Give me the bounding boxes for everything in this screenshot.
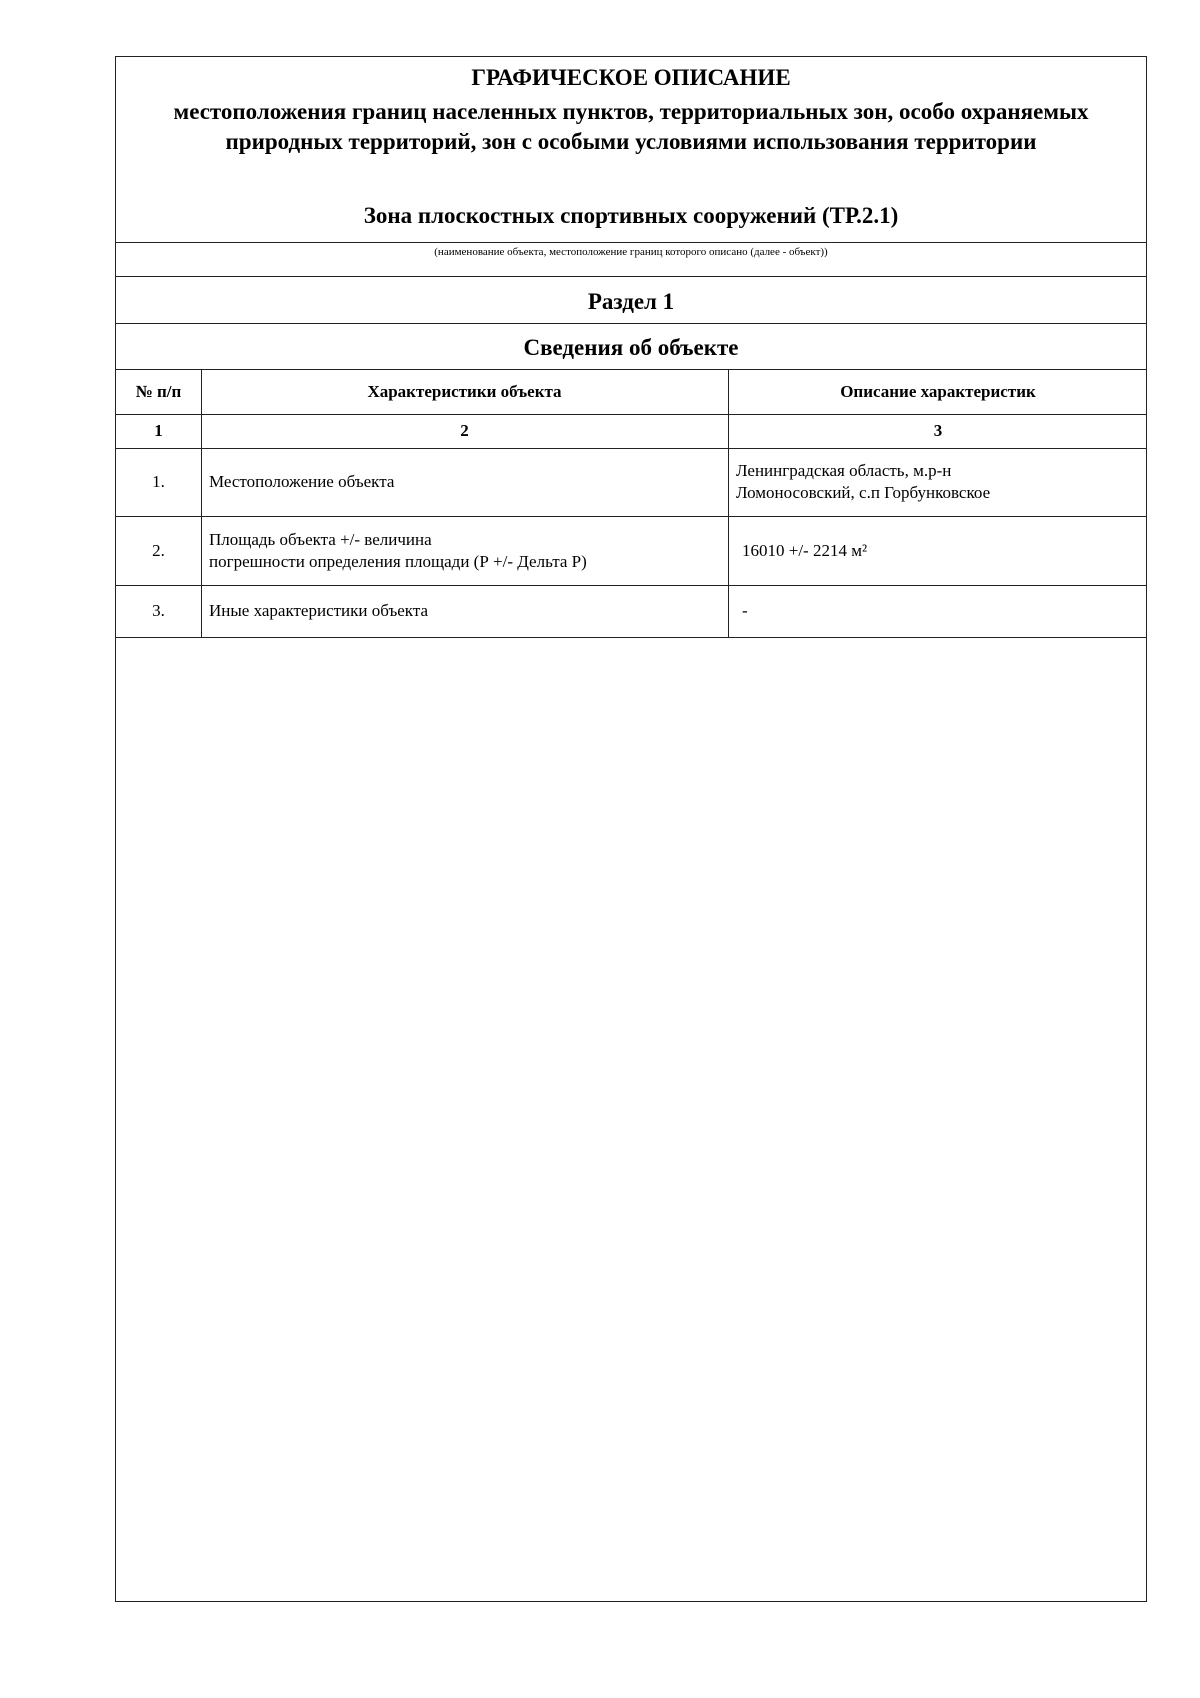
column-number: 3 bbox=[933, 421, 943, 440]
row-characteristic-cell bbox=[201, 585, 728, 637]
row-description-cell bbox=[728, 516, 1148, 585]
row-description: Ленинградская область, м.р-н Ломоносовский, с.п Горбунковское bbox=[736, 461, 991, 502]
row-number: 2. bbox=[152, 540, 165, 560]
row-characteristic: Площадь объекта +/- величина погрешности определения площади (Р +/- Дельта Р) bbox=[209, 529, 587, 571]
row-characteristic: Местоположение объекта bbox=[209, 472, 395, 491]
object-name: Зона плоскостных спортивных сооружений (ТР.2.1) bbox=[363, 203, 899, 228]
row-number: 3. bbox=[152, 601, 165, 620]
row-number: 1. bbox=[152, 472, 165, 491]
row-characteristic-cell bbox=[201, 516, 728, 585]
divider bbox=[116, 276, 1146, 277]
column-number: 1 bbox=[154, 421, 163, 440]
row-description-cell bbox=[728, 448, 1148, 516]
document-title: ГРАФИЧЕСКОЕ ОПИСАНИЕ bbox=[471, 65, 791, 90]
document-frame bbox=[115, 56, 1147, 1602]
row-description: 16010 +/- 2214 м² bbox=[742, 540, 868, 560]
section-label: Раздел 1 bbox=[587, 289, 675, 314]
section-title: Сведения об объекте bbox=[523, 335, 739, 360]
divider bbox=[116, 242, 1146, 243]
column-number: 2 bbox=[460, 421, 469, 440]
row-characteristic-cell bbox=[201, 448, 728, 516]
header-description: Описание характеристик bbox=[840, 381, 1036, 401]
document-subtitle: местоположения границ населенных пунктов, территориальных зон, особо охраняемых природных территорий, зон с особыми условиями использования территории bbox=[173, 99, 1089, 154]
header-characteristic: Характеристики объекта bbox=[367, 381, 562, 401]
document-header bbox=[116, 57, 1146, 243]
header-number: № п/п bbox=[135, 381, 182, 401]
row-characteristic: Иные характеристики объекта bbox=[209, 601, 429, 620]
row-description-cell bbox=[728, 585, 1148, 637]
row-description: - bbox=[742, 601, 748, 620]
divider bbox=[116, 637, 1146, 638]
divider bbox=[116, 323, 1146, 324]
object-name-caption: (наименование объекта, местоположение границ которого описано (далее - объект)) bbox=[434, 246, 828, 258]
